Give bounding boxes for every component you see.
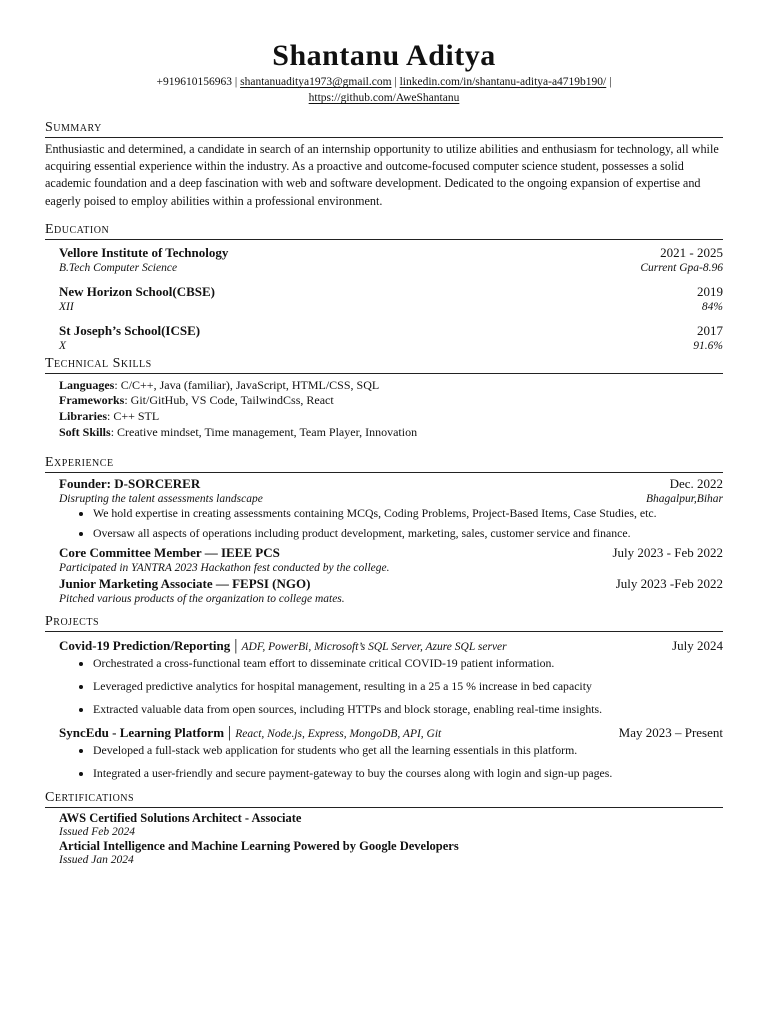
score: 91.6% [693,339,723,352]
experience-item [45,576,723,605]
project-name: SyncEdu - Learning Platform [59,725,225,741]
experience-heading: Experience [45,455,723,473]
experience-section [45,455,723,605]
skill-value: : Git/GitHub, VS Code, TailwindCss, React [124,393,334,408]
bullet: • Extracted valuable data from open sources, including HTTPs and block storage, enabling real-time insights. [93,702,723,718]
certification-issued: Issued Jan 2024 [59,854,134,867]
education-date: 2021 - 2025 [660,244,723,260]
certifications-heading: Certifications [45,790,723,808]
skill-label: Libraries [59,409,107,423]
score: 84% [701,300,723,313]
score: Current Gpa-8.96 [640,261,723,274]
projects-section [45,614,723,781]
education-date: 2017 [697,322,723,338]
skill-label: Languages [59,377,115,392]
project-bullets [59,656,723,717]
bullet: • Oversaw all aspects of operations including product development, marketing, sales, customer service and finance. [93,526,723,542]
education-item [45,245,723,274]
github-link[interactable]: https://github.com/AweShantanu [308,92,460,104]
role-date: July 2023 - Feb 2022 [612,545,723,561]
certification-issued: Issued Feb 2024 [59,826,136,839]
certifications-section [45,790,723,866]
certification-name: Articial Intelligence and Machine Learning Powered by Google Developers [59,839,459,854]
role-title: Founder: D-SORCERER [59,476,201,492]
skill-row [59,378,723,394]
skill-value: : C/C++, Java (familiar), JavaScript, HTML/CSS, SQL [114,377,380,392]
project-bullets [59,743,723,781]
education-section [45,222,723,352]
skills-heading: Technical Skills [45,356,723,374]
skills-list [45,378,723,440]
certification-item [45,811,723,838]
certification-item [45,839,723,866]
school-name: St Joseph’s School(ICSE) [59,322,201,338]
project-item: SyncEdu - Learning Platform | React, Node.js, Express, MongoDB, API, Git May 2023 – Present • Developed a full-stack web application for students who get all the learning essentials in this platform. • Integrated a user-friendly and secure payment-gateway to buy the courses along with login and sign-up pages. [45,724,723,781]
role-description: Participated in YANTRA 2023 Hackathon fest conducted by the college. [59,562,390,575]
degree: X [59,339,67,352]
projects-heading: Projects [45,614,723,632]
education-heading: Education [45,222,723,240]
skill-row [59,409,723,425]
bullet: • Orchestrated a cross-functional team effort to disseminate critical COVID-19 patient information. [93,656,723,672]
skills-section [45,356,723,440]
summary-text: Enthusiastic and determined, a candidate in search of an internship opportunity to utilize abilities and enthusiasm for technology, all while acquiring essential experience within the industry. As a proactive and outcome-focused computer science student, possesses a solid academic foundation and a deep fascination with web and software development. Dedicated to the ongoing expansion of expertise and eagerly poised to employ abilities within a professional environment. [45,142,719,208]
phone-number: +919610156963 [156,76,233,88]
skill-label: Frameworks [59,393,125,408]
degree: B.Tech Computer Science [59,261,178,274]
project-tech: React, Node.js, Express, MongoDB, API, Git [235,728,442,741]
certification-name: AWS Certified Solutions Architect - Associate [59,811,302,826]
project-item: Covid-19 Prediction/Reporting | ADF, PowerBi, Microsoft’s SQL Server, Azure SQL server July 2024 • Orchestrated a cross-functional team effort to disseminate critical COVID-19 patient information. • Leveraged predictive analytics for hospital management, resulting in a 25 a 15 % increase in bed capacity • Extracted valuable data from open sources, including HTTPs and block storage, enabling real-time insights. [45,637,723,717]
role-description: Disrupting the talent assessments landscape [59,493,263,506]
experience-item [45,476,723,541]
skill-value: : Creative mindset, Time management, Team Player, Innovation [110,424,418,439]
experience-item [45,545,723,574]
education-item [45,323,723,352]
skill-label: Soft Skills [59,424,111,439]
bullet: • Developed a full-stack web application for students who get all the learning essentials in this platform. [93,743,723,759]
bullet: • We hold expertise in creating assessments containing MCQs, Coding Problems, Project-Based Items, Case Studies, etc. [93,506,723,522]
skill-row [59,425,723,441]
school-name: Vellore Institute of Technology [59,244,229,260]
education-item [45,284,723,313]
role-description: Pitched various products of the organization to college mates. [59,593,345,606]
resume-page [45,38,723,866]
role-title: Junior Marketing Associate — FEPSI (NGO) [59,576,311,592]
project-date: July 2024 [672,638,723,654]
project-date: May 2023 – Present [618,725,723,741]
role-location: Bhagalpur,Bihar [646,493,723,506]
school-name: New Horizon School(CBSE) [59,283,215,299]
role-bullets [59,506,723,541]
skill-value: : C++ STL [107,409,160,423]
candidate-name: Shantanu Aditya [272,39,496,72]
skill-row [59,393,723,409]
education-date: 2019 [697,283,723,299]
project-name: Covid-19 Prediction/Reporting [59,638,231,654]
bullet: • Integrated a user-friendly and secure payment-gateway to buy the courses along with login and sign-up pages. [93,766,723,782]
role-date: July 2023 -Feb 2022 [615,576,723,592]
bullet: • Leveraged predictive analytics for hospital management, resulting in a 25 a 15 % increase in bed capacity [93,679,723,695]
summary-section [45,120,723,210]
project-tech: ADF, PowerBi, Microsoft’s SQL Server, Azure SQL server [241,641,507,654]
role-date: Dec. 2022 [669,476,723,492]
contact-line: +919610156963 | shantanuaditya1973@gmail.com | linkedin.com/in/shantanu-aditya-a4719b190/ | https://github.com/AweShantanu [156,76,612,104]
email-link[interactable]: shantanuaditya1973@gmail.com [240,76,392,88]
role-title: Core Committee Member — IEEE PCS [59,545,280,561]
degree: XII [59,300,74,313]
linkedin-link[interactable]: linkedin.com/in/shantanu-aditya-a4719b190/ [399,76,607,88]
summary-heading: Summary [45,120,723,138]
